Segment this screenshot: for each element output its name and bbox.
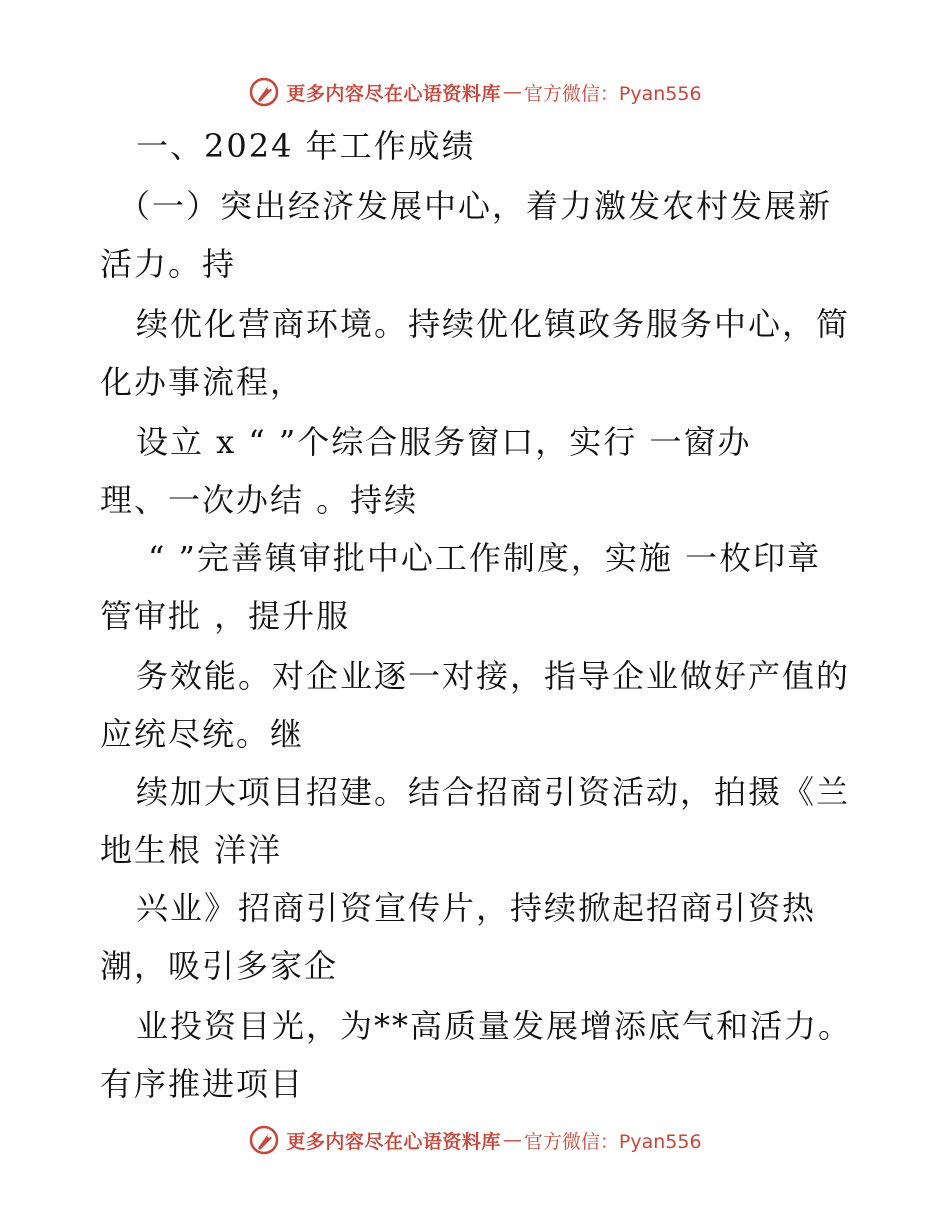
watermark-text: 更多内容尽在心语资料库 — [286, 1130, 501, 1153]
wechat-label: 官方微信：Pyan556 — [523, 1130, 702, 1153]
paragraph-line: 化办事流程， — [100, 363, 305, 401]
paragraph-line: 兴业》招商引资宣传片，持续掀起招商引资热 — [136, 889, 817, 927]
pen-nib-logo-icon — [248, 76, 280, 108]
footer-watermark — [0, 1120, 950, 1160]
section-heading: 一、2024 年工作成绩 — [136, 127, 476, 165]
paragraph-line: 有序推进项目 — [100, 1065, 305, 1103]
paragraph-line: 理、一次办结 。持续 — [100, 481, 419, 519]
paragraph-line: “ ”完善镇审批中心工作制度，实施 一枚印章 — [148, 539, 822, 577]
paragraph-line: （一）突出经济发展中心，着力激发农村发展新 — [118, 187, 833, 225]
header-watermark — [0, 72, 950, 112]
paragraph-line: 续加大项目招建。结合招商引资活动，拍摄《兰 — [136, 773, 851, 811]
pen-nib-logo-icon — [248, 1124, 280, 1156]
paragraph-line: 管审批 ，提升服 — [100, 597, 351, 635]
watermark-separator: — — [502, 81, 522, 103]
paragraph-line: 潮，吸引多家企 — [100, 947, 339, 985]
watermark-text: 更多内容尽在心语资料库 — [286, 82, 501, 105]
paragraph-line: 地生根 洋洋 — [100, 831, 283, 869]
paragraph-line: 务效能。对企业逐一对接，指导企业做好产值的 — [136, 657, 851, 695]
paragraph-line: 活力。持 — [100, 245, 237, 283]
paragraph-line: 续优化营商环境。持续优化镇政务服务中心，简 — [136, 305, 851, 343]
watermark-separator: — — [502, 1129, 522, 1151]
wechat-label: 官方微信：Pyan556 — [523, 82, 702, 105]
paragraph-line: 应统尽统。继 — [100, 715, 305, 753]
paragraph-line: 设立 x “ ”个综合服务窗口，实行 一窗办 — [136, 423, 752, 461]
paragraph-line: 业投资目光，为**高质量发展增添底气和活力。 — [136, 1007, 853, 1045]
